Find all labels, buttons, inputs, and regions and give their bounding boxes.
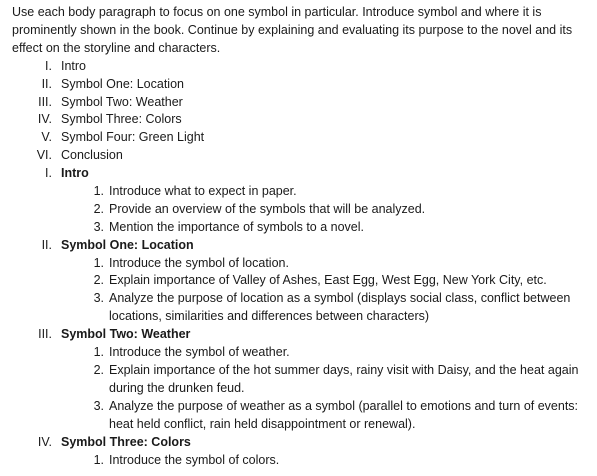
- item-number: 1.: [93, 255, 104, 270]
- list-item: [12, 201, 592, 219]
- roman-numeral: II.: [41, 237, 52, 252]
- section-heading-label: Symbol One: Location: [61, 237, 194, 252]
- outline-item: [12, 58, 592, 76]
- item-text: Provide an overview of the symbols that will be analyzed.: [109, 201, 426, 216]
- roman-numeral: VI.: [36, 148, 52, 163]
- item-text: Introduce the symbol of weather.: [109, 345, 290, 360]
- outline-item-label: Symbol One: Location: [61, 76, 184, 91]
- outline-item-label: Conclusion: [61, 148, 123, 163]
- section-heading: [12, 165, 592, 183]
- outline-item-label: Symbol Two: Weather: [61, 94, 183, 109]
- outline-item: [12, 111, 592, 129]
- item-text: Analyze the purpose of weather as a symbol (parallel to emotions and turn of events: heat held conflict, rain held disappointment or renewal).: [109, 398, 579, 431]
- item-text: Introduce what to expect in paper.: [109, 183, 297, 198]
- roman-numeral: V.: [41, 130, 52, 145]
- outline-item: [12, 76, 592, 94]
- outline-item: [12, 147, 592, 165]
- list-item: [12, 219, 592, 237]
- roman-numeral: III.: [38, 327, 52, 342]
- detailed-outline: [12, 165, 592, 469]
- list-item: [12, 362, 592, 398]
- list-item: [12, 183, 592, 201]
- outline-section-weather: [12, 326, 592, 433]
- outline-item-label: Symbol Three: Colors: [61, 112, 182, 127]
- item-text: Mention the importance of symbols to a novel.: [109, 219, 364, 234]
- section-heading: [12, 326, 592, 344]
- outline-section-intro: [12, 165, 592, 237]
- item-text: Analyze the purpose of location as a symbol (displays social class, conflict between locations, similarities and differences between characters): [109, 291, 571, 324]
- item-number: 1.: [93, 183, 104, 198]
- item-number: 1.: [93, 452, 104, 467]
- item-text: Introduce the symbol of location.: [109, 255, 289, 270]
- item-text: Explain importance of the hot summer days, rainy visit with Daisy, and the heat again during the drunken feud.: [109, 362, 579, 395]
- intro-paragraph: Use each body paragraph to focus on one symbol in particular. Introduce symbol and where it is prominently shown in the book. Continue by explaining and evaluating its purpose to the novel and its effect on the storyline and characters.: [12, 5, 573, 55]
- outline-section-location: [12, 237, 592, 327]
- outline-item: [12, 129, 592, 147]
- roman-numeral: I.: [45, 58, 52, 73]
- roman-numeral: IV.: [37, 112, 52, 127]
- list-item: [12, 398, 592, 434]
- list-item: [12, 344, 592, 362]
- roman-numeral: I.: [45, 166, 52, 181]
- section-heading: [12, 237, 592, 255]
- document-body: [12, 4, 592, 469]
- item-text: Explain importance of Valley of Ashes, East Egg, West Egg, New York City, etc.: [109, 273, 547, 288]
- list-item: [12, 290, 592, 326]
- short-outline: [12, 58, 592, 165]
- item-number: 3.: [93, 291, 104, 306]
- outline-item-label: Symbol Four: Green Light: [61, 130, 205, 145]
- list-item: [12, 255, 592, 273]
- item-text: Introduce the symbol of colors.: [109, 452, 280, 467]
- list-item: [12, 272, 592, 290]
- item-number: 2.: [93, 362, 104, 377]
- outline-item-label: Intro: [61, 58, 87, 73]
- item-number: 3.: [93, 219, 104, 234]
- item-number: 3.: [93, 398, 104, 413]
- roman-numeral: IV.: [37, 434, 52, 449]
- section-heading-label: Intro: [61, 166, 89, 181]
- section-heading-label: Symbol Three: Colors: [61, 434, 191, 449]
- item-number: 2.: [93, 201, 104, 216]
- item-number: 2.: [93, 273, 104, 288]
- item-number: 1.: [93, 345, 104, 360]
- list-item: [12, 452, 592, 470]
- roman-numeral: II.: [41, 76, 52, 91]
- section-heading-label: Symbol Two: Weather: [61, 327, 191, 342]
- section-heading: [12, 434, 592, 452]
- roman-numeral: III.: [38, 94, 52, 109]
- outline-section-colors: [12, 434, 592, 470]
- outline-item: [12, 94, 592, 112]
